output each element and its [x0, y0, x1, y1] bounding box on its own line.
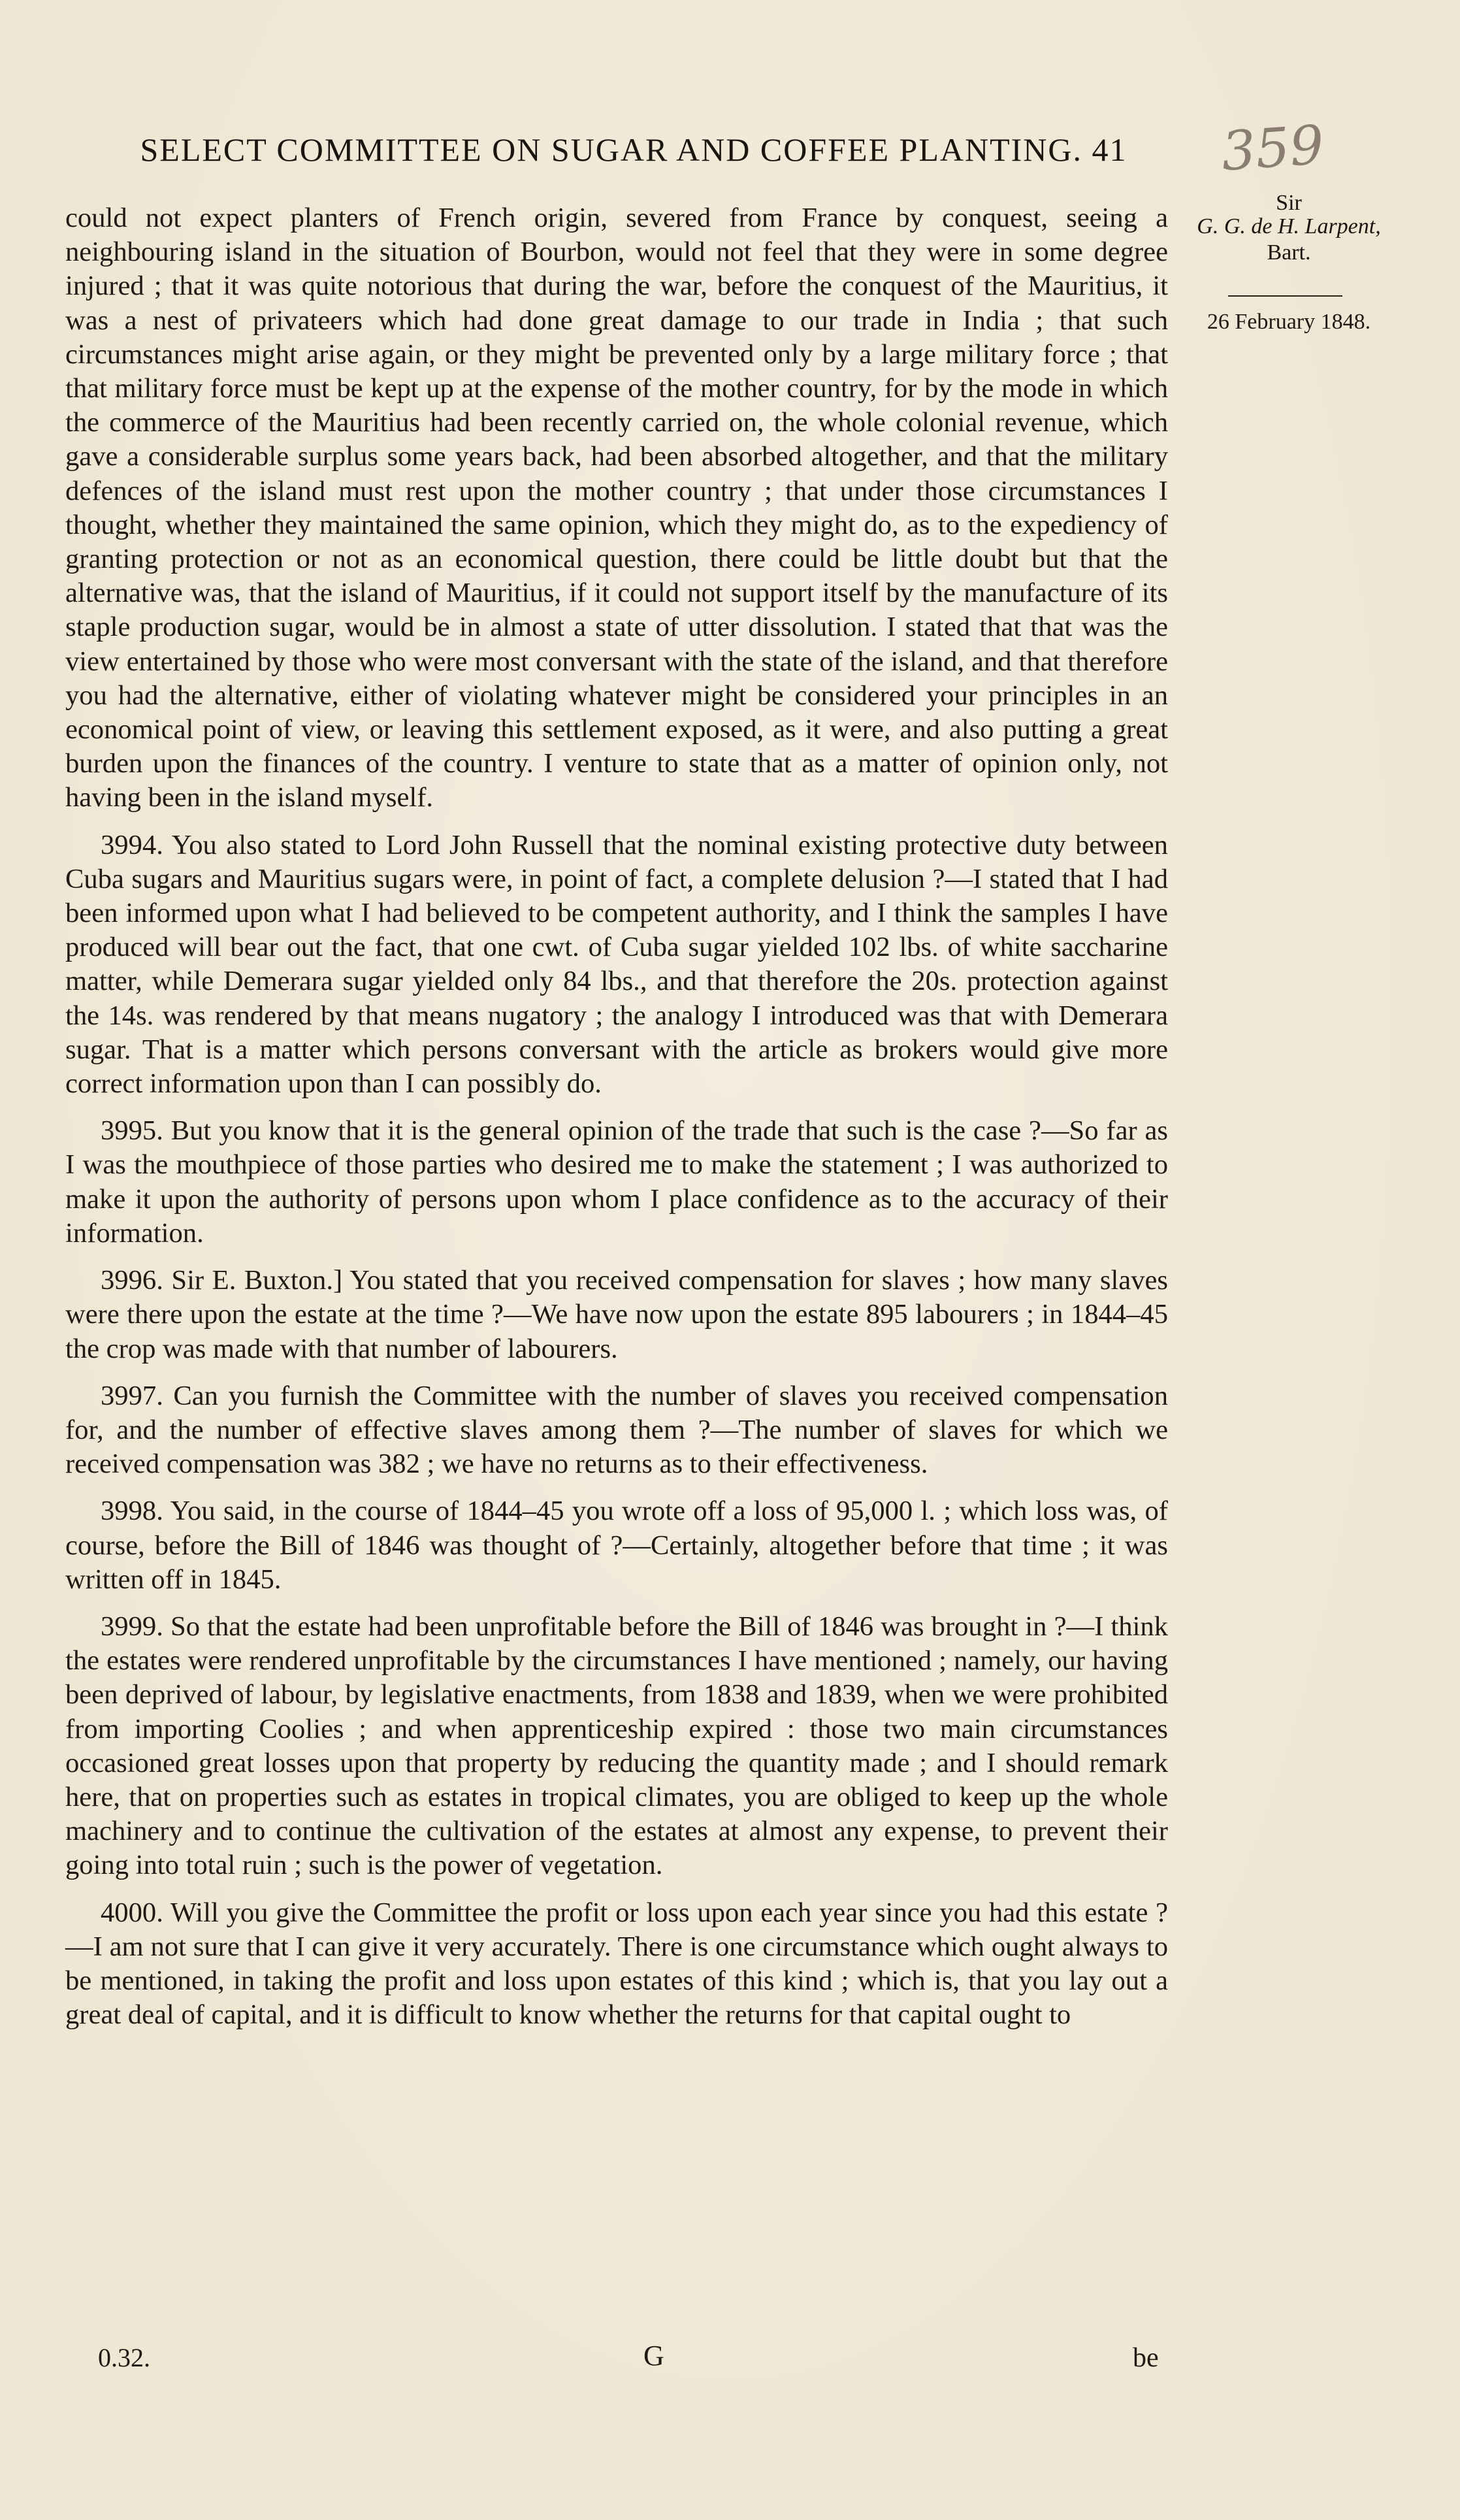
margin-witness-name: G. G. de H. Larpent, [1197, 214, 1381, 238]
opening-paragraph: could not expect planters of French origin, severed from France by conquest, seeing a neighbouring island in the situation of Bourbon, would not feel that they were in some degree injured ; that it was quite notorious that during the war, before the conquest of the Mauritius, it was a nest of privateers which had done great damage to our trade in India ; that such circumstances might arise again, or they might be prevented only by a large military force ; that that military force must be kept up at the expense of the mother country, for by the mode in which the commerce of the Mauritius had been recently carried on, the whole colonial revenue, which gave a considerable surplus some years back, had been absorbed altogether, and that the military defences of the island must rest upon the mother country ; that under those circumstances I thought, whether they maintained the same opinion, which they might do, as to the expediency of granting protection or not as an economical question, there could be little doubt but that the alternative was, that the island of Mauritius, if it could not support itself by the manufacture of its staple production sugar, would be in almost a state of utter dissolution. I stated that that was the view entertained by those who were most conversant with the state of the island, and that therefore you had the alternative, either of violating whatever might be considered your principles in an economical point of view, or leaving this settlement exposed, as it were, and also putting a great burden upon the finances of the country. I venture to state that as a matter of opinion only, not having been in the island myself. [65, 203, 1168, 813]
question-number: 3999. [101, 1611, 163, 1642]
question-3999 [65, 1610, 1168, 1883]
question-3998 [65, 1494, 1168, 1597]
question-3996 [65, 1264, 1168, 1366]
question-text: Can you furnish the Committee with the number of slaves you received compensation for, and the number of effective slaves among them ?—The number of slaves for which we received compensation was 382 ; we have no returns as to their effectiveness. [65, 1380, 1168, 1480]
question-text: Will you give the Committee the profit or loss upon each year since you had this estate ?—I am not sure that I can give it very accurately. There is one circumstance which ought always to be mentioned, in taking the profit and loss upon estates of this kind ; which is, that you lay out a great deal of capital, and it is difficult to know whether the returns for that capital ought to [65, 1897, 1168, 2031]
question-text: But you know that it is the general opinion of the trade that such is the case ?—So far as I was the mouthpiece of those parties who desired me to make the statement ; I was authorized to make it upon the authority of persons upon whom I place confidence as to the accuracy of their information. [65, 1115, 1168, 1249]
handwritten-folio-number: 359 [1219, 114, 1326, 184]
question-4000 [65, 1896, 1168, 2033]
question-number: 3997. [101, 1380, 163, 1411]
margin-witness-rank: Bart. [1267, 240, 1311, 265]
question-number: 3996. [101, 1265, 163, 1296]
question-3995 [65, 1114, 1168, 1251]
footer-catchword: be [1133, 2343, 1159, 2373]
question-text: Sir E. Buxton.] You stated that you received compensation for slaves ; how many slaves were there upon the estate at the time ?—We have now upon the estate 895 labourers ; in 1844–45 the crop was made with that number of labourers. [65, 1265, 1168, 1364]
question-number: 4000. [101, 1897, 163, 1928]
question-text: You said, in the course of 1844–45 you wrote off a loss of 95,000 l. ; which loss was, of course, before the Bill of 1846 was thought of ?—Certainly, altogether before that time ; it was written off in 1845. [65, 1496, 1168, 1595]
question-text: So that the estate had been unprofitable before the Bill of 1846 was brought in ?—I think the estates were rendered unprofitable by the circumstances I have mentioned ; namely, our having been deprived of labour, by legislative enactments, from 1838 and 1839, when we were prohibited from importing Coolies ; and when apprenticeship expired : those two main circumstances occasioned great losses upon that property by reducing the quantity made ; and I should remark here, that on properties such as estates in tropical climates, you are obliged to keep up the whole machinery and to continue the cultivation of the estates at almost any expense, to prevent their going into total ruin ; such is the power of vegetation. [65, 1611, 1169, 1881]
margin-date: 26 February 1848. [1207, 310, 1371, 334]
main-text [65, 201, 1168, 2032]
question-number: 3995. [101, 1115, 163, 1147]
footer-signature-mark: G [643, 2340, 664, 2372]
margin-witness-title: Sir [1276, 191, 1302, 215]
question-3994 [65, 828, 1168, 1102]
footer-sessional-number: 0.32. [98, 2343, 150, 2372]
running-header: SELECT COMMITTEE ON SUGAR AND COFFEE PLANTING. 41 [140, 131, 1127, 168]
question-3997 [65, 1379, 1168, 1482]
question-number: 3994. [101, 829, 163, 860]
margin-divider [1228, 295, 1342, 297]
question-text: You also stated to Lord John Russell that the nominal existing protective duty between Cuba sugars and Mauritius sugars were, in point of fact, a complete delusion ?—I stated that I had been informed upon what I had believed to be competent authority, and I think the samples I have produced will bear out the fact, that one cwt. of Cuba sugar yielded 102 lbs. of white saccharine matter, while Demerara sugar yielded only 84 lbs., and that therefore the 20s. protection against the 14s. was rendered by that means nugatory ; the analogy I introduced was that with Demerara sugar. That is a matter which persons conversant with the article as brokers would give more correct information upon than I can possibly do. [65, 829, 1168, 1100]
question-number: 3998. [101, 1496, 163, 1527]
